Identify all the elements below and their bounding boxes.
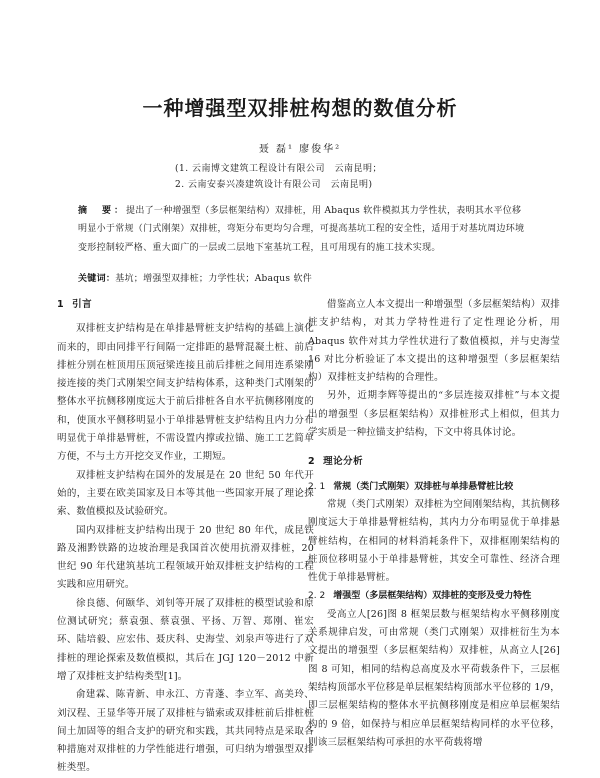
- paragraph: 俞建霖、陈青新、申永江、方青蓬、李立军、高美玲、刘汉程、王显华等开展了双排桩与锚索或双排桩前后排桩桩间土加固等的组合支护的研究和实践，其共同特点是采取各种措施对双排桩的力学性能进行增强，可归纳为增强型双排桩类型。: [57, 689, 314, 774]
- paragraph: 受高立人[26]图 8 框架层数与框架结构水平侧移刚度关系规律启发，可由常规（类门式刚架）双排桩衍生为本文提出的增强型（多层框架结构）双排桩，从高立人[26]图 8 可知，相同的结构总高度及水平荷载条件下，三层框架结构顶部水平位移是单层框架结构顶部水平位移的 1/9，即三层框架结构的整体水平抗侧移刚度是相应单层框架结构的 9 倍，如保持与相应单层框架结构同样的水平位移，则该三层框架结构可承担的水平荷载将增: [308, 608, 560, 748]
- paragraph: 常规（类门式刚架）双排桩为空间刚架结构，其抗侧移刚度远大于单排悬臂桩结构，其内力分布明显优于单排悬臂桩结构，在相同的材料消耗条件下，双排框刚架结构的桩顶位移明显小于单排悬臂桩，其安全可靠性、经济合理性优于单排悬臂桩。: [308, 498, 560, 584]
- section-heading-theory: 2 理论分析: [308, 456, 364, 468]
- paragraph: 双排桩支护结构在国外的发展是在 20 世纪 50 年代开始的，主要在欧美国家及日本等其他一些国家开展了理论探索、数值模拟及试验研究。: [57, 469, 314, 518]
- paragraph: 另外，近期李辉等提出的“多层连接双排桩”与本文提出的增强型（多层框架结构）双排桩形式上相似，但其力学实质是一种拉锚支护结构，下文中将具体讨论。: [308, 390, 560, 439]
- section-heading-intro: 1 引言: [57, 299, 93, 310]
- paper-title: 一种增强型双排桩构想的数值分析: [142, 96, 458, 120]
- abstract-text: 提出了一种增强型（多层框架结构）双排桩，用 Abaqus 软件模拟其力学性状，表明其水平位移明显小于常规（门式刚架）双排桩，弯矩分布更均匀合理，可提高基坑工程的安全性，适用于对基坑周边环境变形控制较严格、重大面广的一层或二层地下室基坑工程，且可用现有的施工技术实现。: [78, 206, 525, 253]
- affiliation-2: 2. 云南安泰兴凑建筑设计有限公司 云南昆明): [175, 180, 373, 190]
- abstract-label: 摘 要：: [78, 206, 127, 216]
- paragraph: 徐良德、何颐华、刘钊等开展了双排桩的模型试验和原位测试研究；蔡袁强、蔡袁强、平扬、万智、郑刚、崔宏环、陆培毅、应宏伟、聂庆科、史海莹、刘泉声等进行了双排桩的理论探索及数值模拟，其后在 JGJ 120－2012 中新增了双排桩支护结构类型[1]。: [57, 597, 314, 682]
- keywords-label: 关键词：: [78, 274, 116, 284]
- paragraph: 借鉴高立人本文提出一种增强型（多层框架结构）双排桩支护结构，对其力学特性进行了定性理论分析，用 Abaqus 软件对其力学性状进行了数值模拟，并与史海莹 16 对比分析验证了本文提出的这种增强型（多层框架结构）双排桩支护结构的合理性。: [308, 299, 560, 384]
- paragraph: 国内双排桩支护结构出现于 20 世纪 80 年代，成昆铁路及湘黔铁路的边坡治理是我国首次使用抗滑双排桩，20 世纪 90 年代建筑基坑工程领域开始双排桩支护结构的工程实践和应用研究。: [57, 524, 314, 591]
- paragraph: 双排桩支护结构是在单排悬臂桩支护结构的基础上演化而来的，即由同排平行间隔一定排距的悬臂混凝土桩、前后排桩分别在桩顶用压顶冠梁连接且前后排桩之间用连系梁刚接连接的类门式刚架空间支护结构体系，这种类门式刚架的整体水平抗侧移刚度远大于前后排桩各自水平抗侧移刚度的和，使顶水平侧移明显小于单排悬臂桩支护结构且内力分布明显优于单排悬臂桩，不需设置内撑或拉锚、施工工艺简单方便，不与土方开挖交叉作业，工期短。: [57, 323, 314, 463]
- paper-authors: 聂 磊¹ 廖俊华²: [258, 144, 342, 155]
- subsection-heading-2-1: 2. 1 常规（类门式刚架）双排桩与单排悬臂桩比较: [308, 481, 514, 492]
- right-column: [308, 296, 560, 752]
- left-column: [57, 296, 314, 778]
- abstract: [78, 202, 528, 257]
- keywords: [78, 271, 528, 284]
- keywords-text: 基坑；增强型双排桩；力学性状；Abaqus 软件: [115, 274, 313, 284]
- affiliation-1: (1. 云南博文建筑工程设计有限公司 云南昆明；: [175, 164, 382, 174]
- subsection-heading-2-2: 2. 2 增强型（多层框架结构）双排桩的变形及受力特性: [308, 591, 532, 602]
